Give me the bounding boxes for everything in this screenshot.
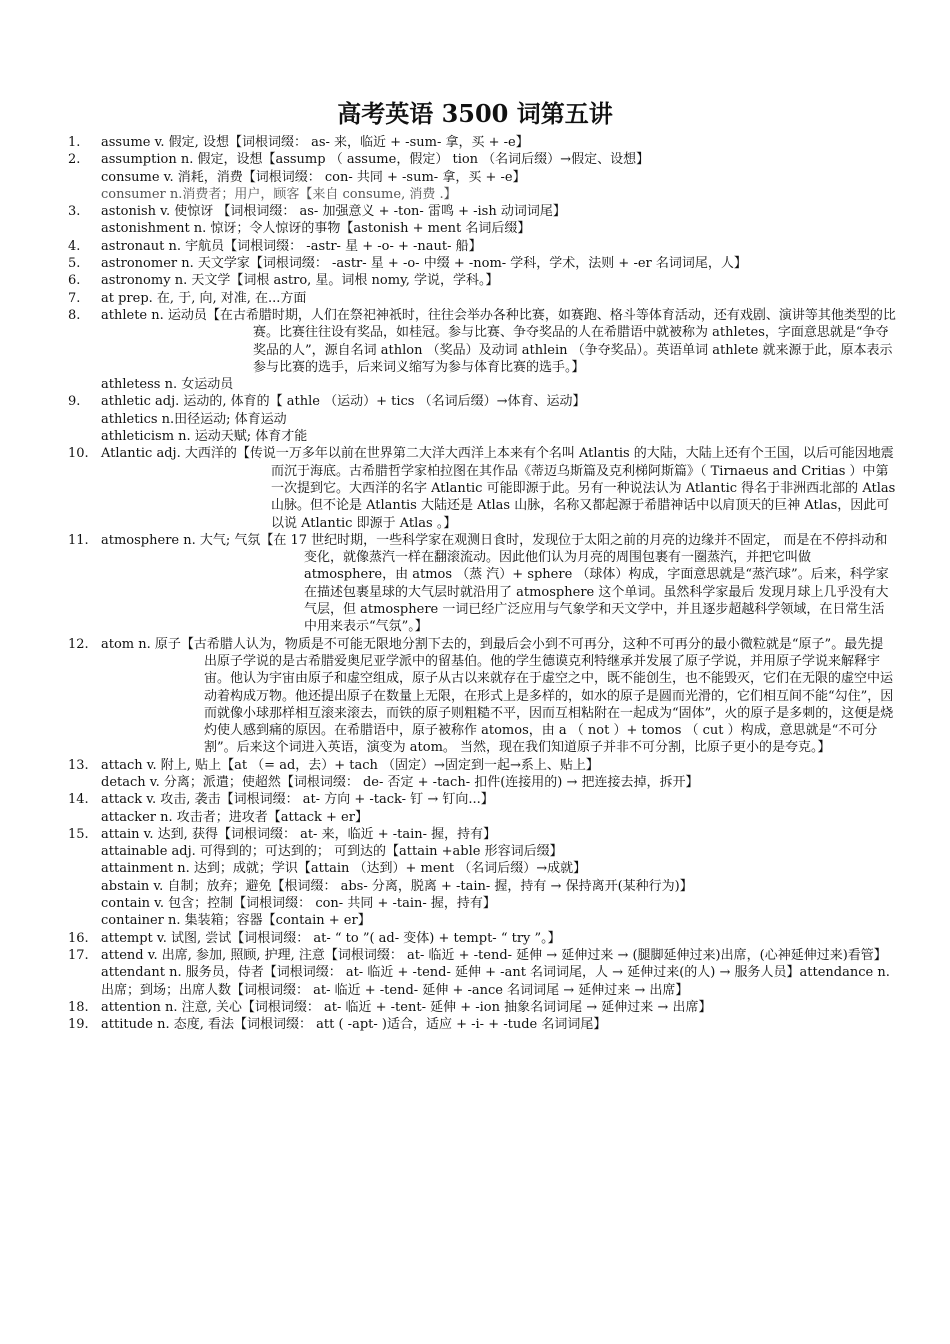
entry-number: 16.	[68, 930, 89, 946]
entry-text: Atlantic adj. 大西洋的【传说一万多年以前在世界第二大洋大西洋上本来有个名叫 Atlantis 的大陆，大陆上还有个王国，以后可能因地震而沉于海底。古希腊哲学家柏拉图在其作品《蒂迈乌斯篇及克利梯阿斯篇》（ Tirnaeus and Critias ）中第一次提到它。大西洋的名字 Atlantic 可能即源于此。另有一种说法认为 Atlantic 得名于非洲西北部的 Atlas 山脉。但不论是 Atlantis 大陆还是 Atlas 山脉，名称又都起源于希腊神话中以肩顶天的巨神 Atlas，因此可以说 Atlantic 即源于 Atlas 。】	[101, 446, 896, 531]
entry-text: abstain v. 自制；放弃；避免【根词缀： abs- 分离，脱离 + -tain- 握，持有 → 保持离开(某种行为)】	[101, 878, 693, 894]
vocab-sub-entry	[68, 964, 896, 999]
vocabulary-list	[68, 134, 896, 1033]
vocab-sub-entry	[68, 220, 896, 237]
entry-number: 1.	[68, 135, 81, 150]
vocab-sub-entry	[68, 878, 896, 895]
vocab-sub-entry	[68, 376, 896, 393]
entry-number: 15.	[68, 826, 89, 842]
entry-text: contain v. 包含；控制【词根词缀： con- 共同 + -tain- 握，持有】	[101, 896, 496, 912]
vocab-entry	[68, 532, 896, 636]
vocab-sub-entry	[68, 169, 896, 186]
entry-text: athletics n.田径运动; 体育运动	[101, 411, 287, 427]
entry-text: attacker n. 攻击者；进攻者【attack + er】	[101, 809, 368, 825]
vocab-sub-entry	[68, 428, 896, 445]
entry-number: 14.	[68, 792, 89, 808]
vocab-entry	[68, 826, 896, 843]
vocab-entry	[68, 255, 896, 272]
entry-text: athleticism n. 运动天赋; 体育才能	[101, 429, 308, 445]
vocab-entry	[68, 290, 896, 307]
vocab-sub-entry	[68, 895, 896, 912]
entry-number: 6.	[68, 273, 81, 289]
entry-number: 4.	[68, 238, 81, 254]
entry-number: 9.	[68, 394, 81, 410]
entry-number: 3.	[68, 204, 81, 220]
vocab-entry	[68, 238, 896, 255]
vocab-entry	[68, 134, 896, 151]
entry-number: 8.	[68, 307, 81, 323]
entry-number: 18.	[68, 999, 89, 1015]
entry-text: astonishment n. 惊讶；令人惊讶的事物【astonish + ment 名词后缀】	[101, 221, 531, 237]
entry-number: 11.	[68, 532, 89, 548]
entry-number: 7.	[68, 290, 81, 306]
entry-text: astronaut n. 宇航员【词根词缀： -astr- 星 + -o- + -naut- 船】	[101, 238, 482, 254]
vocab-entry	[68, 757, 896, 774]
entry-text: attend v. 出席, 参加, 照顾, 护理, 注意【词根词缀： at- 临近 + -tend- 延伸 → 延伸过来 → (腿脚延伸过来)出席，(心神延伸过来)看管】	[101, 947, 887, 963]
entry-text: astronomy n. 天文学【词根 astro, 星。词根 nomy, 学说，学科。】	[101, 273, 499, 289]
entry-text: assume v. 假定, 设想【词根词缀： as- 来，临近 + -sum- 拿，买 + -e】	[101, 135, 529, 150]
vocab-entry	[68, 272, 896, 289]
entry-text: attainable adj. 可得到的；可达到的； 可到达的【attain +able 形容词后缀】	[101, 844, 563, 860]
vocab-entry	[68, 999, 896, 1016]
vocab-sub-entry	[68, 860, 896, 877]
entry-number: 2.	[68, 152, 81, 168]
entry-text: attitude n. 态度, 看法【词根词缀： att ( -apt- )适合，适应 + -i- + -tude 名词词尾】	[101, 1017, 607, 1033]
vocab-entry	[68, 947, 896, 964]
entry-text: detach v. 分离；派遣；使超然【词根词缀： de- 否定 + -tach- 扣件(连接用的) → 把连接去掉，拆开】	[101, 774, 699, 790]
entry-number: 13.	[68, 757, 89, 773]
entry-text: container n. 集装箱；容器【contain + er】	[101, 913, 371, 929]
vocab-entry	[68, 307, 896, 376]
vocab-entry	[68, 445, 896, 531]
entry-text: atom n. 原子【古希腊人认为，物质是不可能无限地分割下去的，到最后会小到不可再分，这种不可再分的最小微粒就是“原子”。最先提出原子学说的是古希腊爱奥尼亚学派中的留基伯。他的学生德谟克利特继承并发展了原子学说，并用原子学说来解释宇宙。他认为宇宙由原子和虚空组成，原子从古以来就存在于虚空之中，既不能创生，也不能毁灭，它们在无限的虚空中运动着构成万物。他还提出原子在数量上无限，在形式上是多样的，如水的原子是圆而光滑的，它们相互间不能“勾住”，因而就像小球那样相互滚来滚去，而铁的原子则粗糙不平，因而互相粘附在一起成为“固体”，火的原子是多刺的，这便是烧灼使人感到痛的原因。在希腊语中，原子被称作 atomos，由 a （ not ）+ tomos （ cut ）构成，意思就是“不可分割”。后来这个词进入英语，演变为 atom。 当然，现在我们知道原子并非不可分割，比原子更小的是夸克。】	[101, 636, 894, 756]
vocab-sub-entry	[68, 186, 896, 203]
entry-text: consume v. 消耗，消费【词根词缀： con- 共同 + -sum- 拿，买 + -e】	[101, 169, 526, 185]
entry-text: athlete n. 运动员【在古希腊时期，人们在祭祀神祇时，往往会举办各种比赛，如赛跑、格斗等体育活动，还有戏剧、演讲等其他类型的比赛。比赛往往设有奖品，如桂冠。参与比赛、争夺奖品的人在希腊语中就被称为 athletes，字面意思就是“争夺奖品的人”，源自名词 athlon （奖品）及动词 athlein （争夺奖品）。英语单词 athlete 就来源于此，原本表示参与比赛的选手，后来词义缩写为参与体育比赛的选手。】	[101, 307, 896, 375]
entry-text: attempt v. 试图, 尝试【词根词缀： at- “ to ”( ad- 变体) + tempt- “ try ”。】	[101, 930, 561, 946]
vocab-sub-entry	[68, 774, 896, 791]
vocab-entry	[68, 1016, 896, 1033]
entry-text: astronomer n. 天文学家【词根词缀： -astr- 星 + -o- 中缀 + -nom- 学科，学术，法则 + -er 名词词尾，人】	[101, 256, 747, 272]
entry-text: attach v. 附上, 贴上【at （= ad，去）+ tach （固定）→固定到一起→系上、贴上】	[101, 757, 599, 773]
vocab-entry	[68, 151, 896, 168]
entry-text: attainment n. 达到；成就；学识【attain （达到）+ ment （名词后缀）→成就】	[101, 861, 587, 877]
entry-number: 10.	[68, 446, 89, 462]
vocab-sub-entry	[68, 809, 896, 826]
entry-number: 17.	[68, 947, 89, 963]
vocab-entry	[68, 393, 896, 410]
vocab-entry	[68, 636, 896, 757]
vocab-entry	[68, 791, 896, 808]
entry-text: attention n. 注意, 关心【词根词缀： at- 临近 + -tent- 延伸 + -ion 抽象名词词尾 → 延伸过来 → 出席】	[101, 999, 712, 1015]
entry-text: athletess n. 女运动员	[101, 377, 234, 393]
entry-text: attack v. 攻击, 袭击【词根词缀： at- 方向 + -tack- 钉 → 钉向...】	[101, 792, 494, 808]
entry-text: athletic adj. 运动的, 体育的【 athle （运动）+ tics （名词后缀）→体育、运动】	[101, 394, 586, 410]
entry-text: at prep. 在, 于, 向, 对准, 在...方面	[101, 290, 307, 306]
entry-text: assumption n. 假定，设想【assump （ assume，假定） tion （名词后缀）→假定、设想】	[101, 152, 650, 168]
vocab-sub-entry	[68, 843, 896, 860]
vocab-entry	[68, 203, 896, 220]
entry-text: attendant n. 服务员，侍者【词根词缀： at- 临近 + -tend- 延伸 + -ant 名词词尾，人 → 延伸过来(的人) → 服务人员】attendance n. 出席；到场；出席人数【词根词缀： at- 临近 + -tend- 延伸 + -ance 名词词尾 → 延伸过来 → 出席】	[101, 965, 890, 998]
page-title: 高考英语 3500 词第五讲	[337, 99, 613, 128]
vocab-sub-entry	[68, 411, 896, 428]
entry-text: attain v. 达到, 获得【词根词缀： at- 来，临近 + -tain- 握，持有】	[101, 826, 497, 842]
entry-number: 5.	[68, 256, 81, 272]
vocab-entry	[68, 930, 896, 947]
entry-number: 12.	[68, 636, 89, 652]
entry-text: consumer n.消费者；用户，顾客【来自 consume, 消费 .】	[101, 186, 457, 202]
entry-number: 19.	[68, 1017, 89, 1033]
entry-text: astonish v. 使惊讶 【词根词缀： as- 加强意义 + -ton- 雷鸣 + -ish 动词词尾】	[101, 204, 566, 220]
vocab-sub-entry	[68, 912, 896, 929]
entry-text: atmosphere n. 大气; 气氛【在 17 世纪时期，一些科学家在观测日食时，发现位于太阳之前的月亮的边缘并不固定， 而是在不停抖动和变化，就像蒸汽一样在翻滚流动。因此他们认为月亮的周围包裹有一圈蒸汽，并把它叫做 atmosphere，由 atmos （蒸 汽）+ sphere （球体）构成，字面意思就是“蒸汽球”。后来，科学家在描述包裹星球的大气层时就沿用了 atmosphere 这个单词。虽然科学家最后 发现月球上几乎没有大气层，但 atmosphere 一词已经广泛应用与气象学和天文学中，并且逐步超越科学领域，在日常生活中用来表示“气氛”。】	[101, 532, 889, 635]
